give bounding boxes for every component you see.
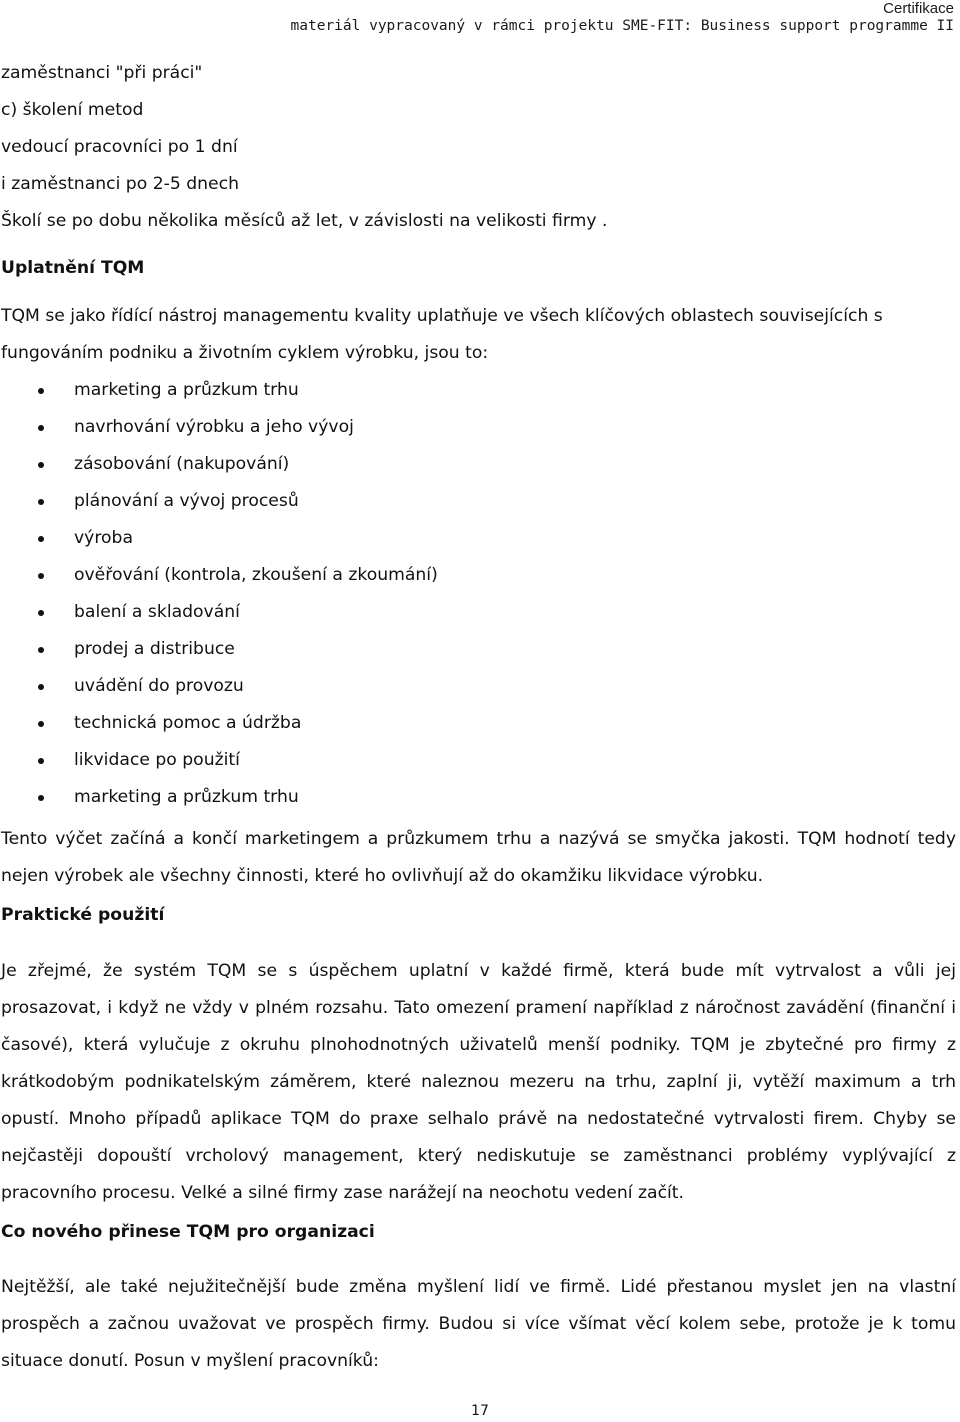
list-item [0, 453, 438, 490]
page-number: 17 [471, 1403, 489, 1419]
header-project-note: materiál vypracovaný v rámci projektu SME-FIT: Business support programme II [290, 18, 954, 34]
list-item [0, 601, 438, 638]
list-item-label: plánování a vývoj procesů [74, 491, 299, 511]
section-heading-whats-new: Co nového přinese TQM pro organizaci [1, 1222, 375, 1242]
intro-line: Školí se po dobu několika měsíců až let, v závislosti na velikosti firmy . [1, 211, 608, 231]
bullet-icon [38, 536, 44, 542]
bullet-icon [38, 758, 44, 764]
intro-line: i zaměstnanci po 2-5 dnech [1, 174, 239, 194]
list-item-label: marketing a průzkum trhu [74, 787, 299, 807]
list-item-label: uvádění do provozu [74, 676, 244, 696]
list-item-label: výroba [74, 528, 133, 548]
section-text-line: fungováním podniku a životním cyklem výrobku, jsou to: [1, 343, 489, 363]
list-item [0, 786, 438, 823]
bullet-icon [38, 462, 44, 468]
bullet-icon [38, 795, 44, 801]
practical-use-text: Je zřejmé, že systém TQM se s úspěchem uplatní v každé firmě, která bude mít vytrvalost a vůli jej prosazovat, i když ne vždy v plném rozsahu. Tato omezení pramení například z náročnost zavádění (finanční i časové), která vylučuje z okruhu plnohodnotných uživatelů menší podniky. TQM je zbytečné pro firmy z krátkodobým podnikatelským záměrem, které naleznou mezeru na trhu, zaplní ji, vytěží maximum a trh opustí. Mnoho případů aplikace TQM do praxe selhalo právě na nedostatečné vytrvalosti firem. Chyby se nejčastěji dopouští vrcholový management, který nediskutuje se zaměstnanci problémy vyplývající z pracovního procesu. Velké a silné firmy zase narážejí na neochotu vedení začít. [1, 961, 956, 1203]
bullet-icon [38, 610, 44, 616]
intro-line: c) školení metod [1, 100, 144, 120]
intro-line: zaměstnanci "při práci" [1, 63, 203, 83]
bullet-icon [38, 499, 44, 505]
section-text-line: TQM se jako řídící nástroj managementu kvality uplatňuje ve všech klíčových oblastech souvisejících s [1, 306, 883, 326]
intro-line: vedoucí pracovníci po 1 dní [1, 137, 238, 157]
list-item [0, 638, 438, 675]
list-item-label: likvidace po použití [74, 750, 240, 770]
list-item [0, 749, 438, 786]
bullet-icon [38, 647, 44, 653]
whats-new-text: Nejtěžší, ale také nejužitečnější bude změna myšlení lidí ve firmě. Lidé přestanou myslet jen na vlastní prospěch a začnou uvažovat ve prospěch firmy. Budou si více všímat věcí kolem sebe, protože je k tomu situace donutí. Posun v myšlení pracovníků: [1, 1277, 956, 1371]
whats-new-paragraph [1, 1269, 956, 1380]
list-item [0, 490, 438, 527]
list-item-label: navrhování výrobku a jeho vývoj [74, 417, 354, 437]
bullet-icon [38, 721, 44, 727]
section-heading-tqm-application: Uplatnění TQM [1, 258, 145, 278]
list-item-label: ověřování (kontrola, zkoušení a zkoumání) [74, 565, 438, 585]
list-item-label: technická pomoc a údržba [74, 713, 302, 733]
bullet-icon [38, 388, 44, 394]
list-item [0, 416, 438, 453]
closing-text: Tento výčet začíná a končí marketingem a průzkumem trhu a nazývá se smyčka jakosti. TQM hodnotí tedy nejen výrobek ale všechny činnosti, které ho ovlivňují až do okamžiku likvidace výrobku. [1, 829, 956, 886]
list-item-label: balení a skladování [74, 602, 240, 622]
list-item [0, 379, 438, 416]
list-item [0, 675, 438, 712]
bullet-icon [38, 573, 44, 579]
bullet-icon [38, 425, 44, 431]
section-heading-practical-use: Praktické použití [1, 905, 165, 925]
closing-paragraph [1, 821, 956, 895]
list-item-label: prodej a distribuce [74, 639, 235, 659]
list-item-label: marketing a průzkum trhu [74, 380, 299, 400]
bullet-icon [38, 684, 44, 690]
list-item [0, 564, 438, 601]
header-certification: Certifikace [883, 0, 954, 17]
list-item [0, 712, 438, 749]
bullet-list [0, 379, 438, 823]
list-item-label: zásobování (nakupování) [74, 454, 290, 474]
list-item [0, 527, 438, 564]
practical-use-paragraph [1, 953, 956, 1212]
